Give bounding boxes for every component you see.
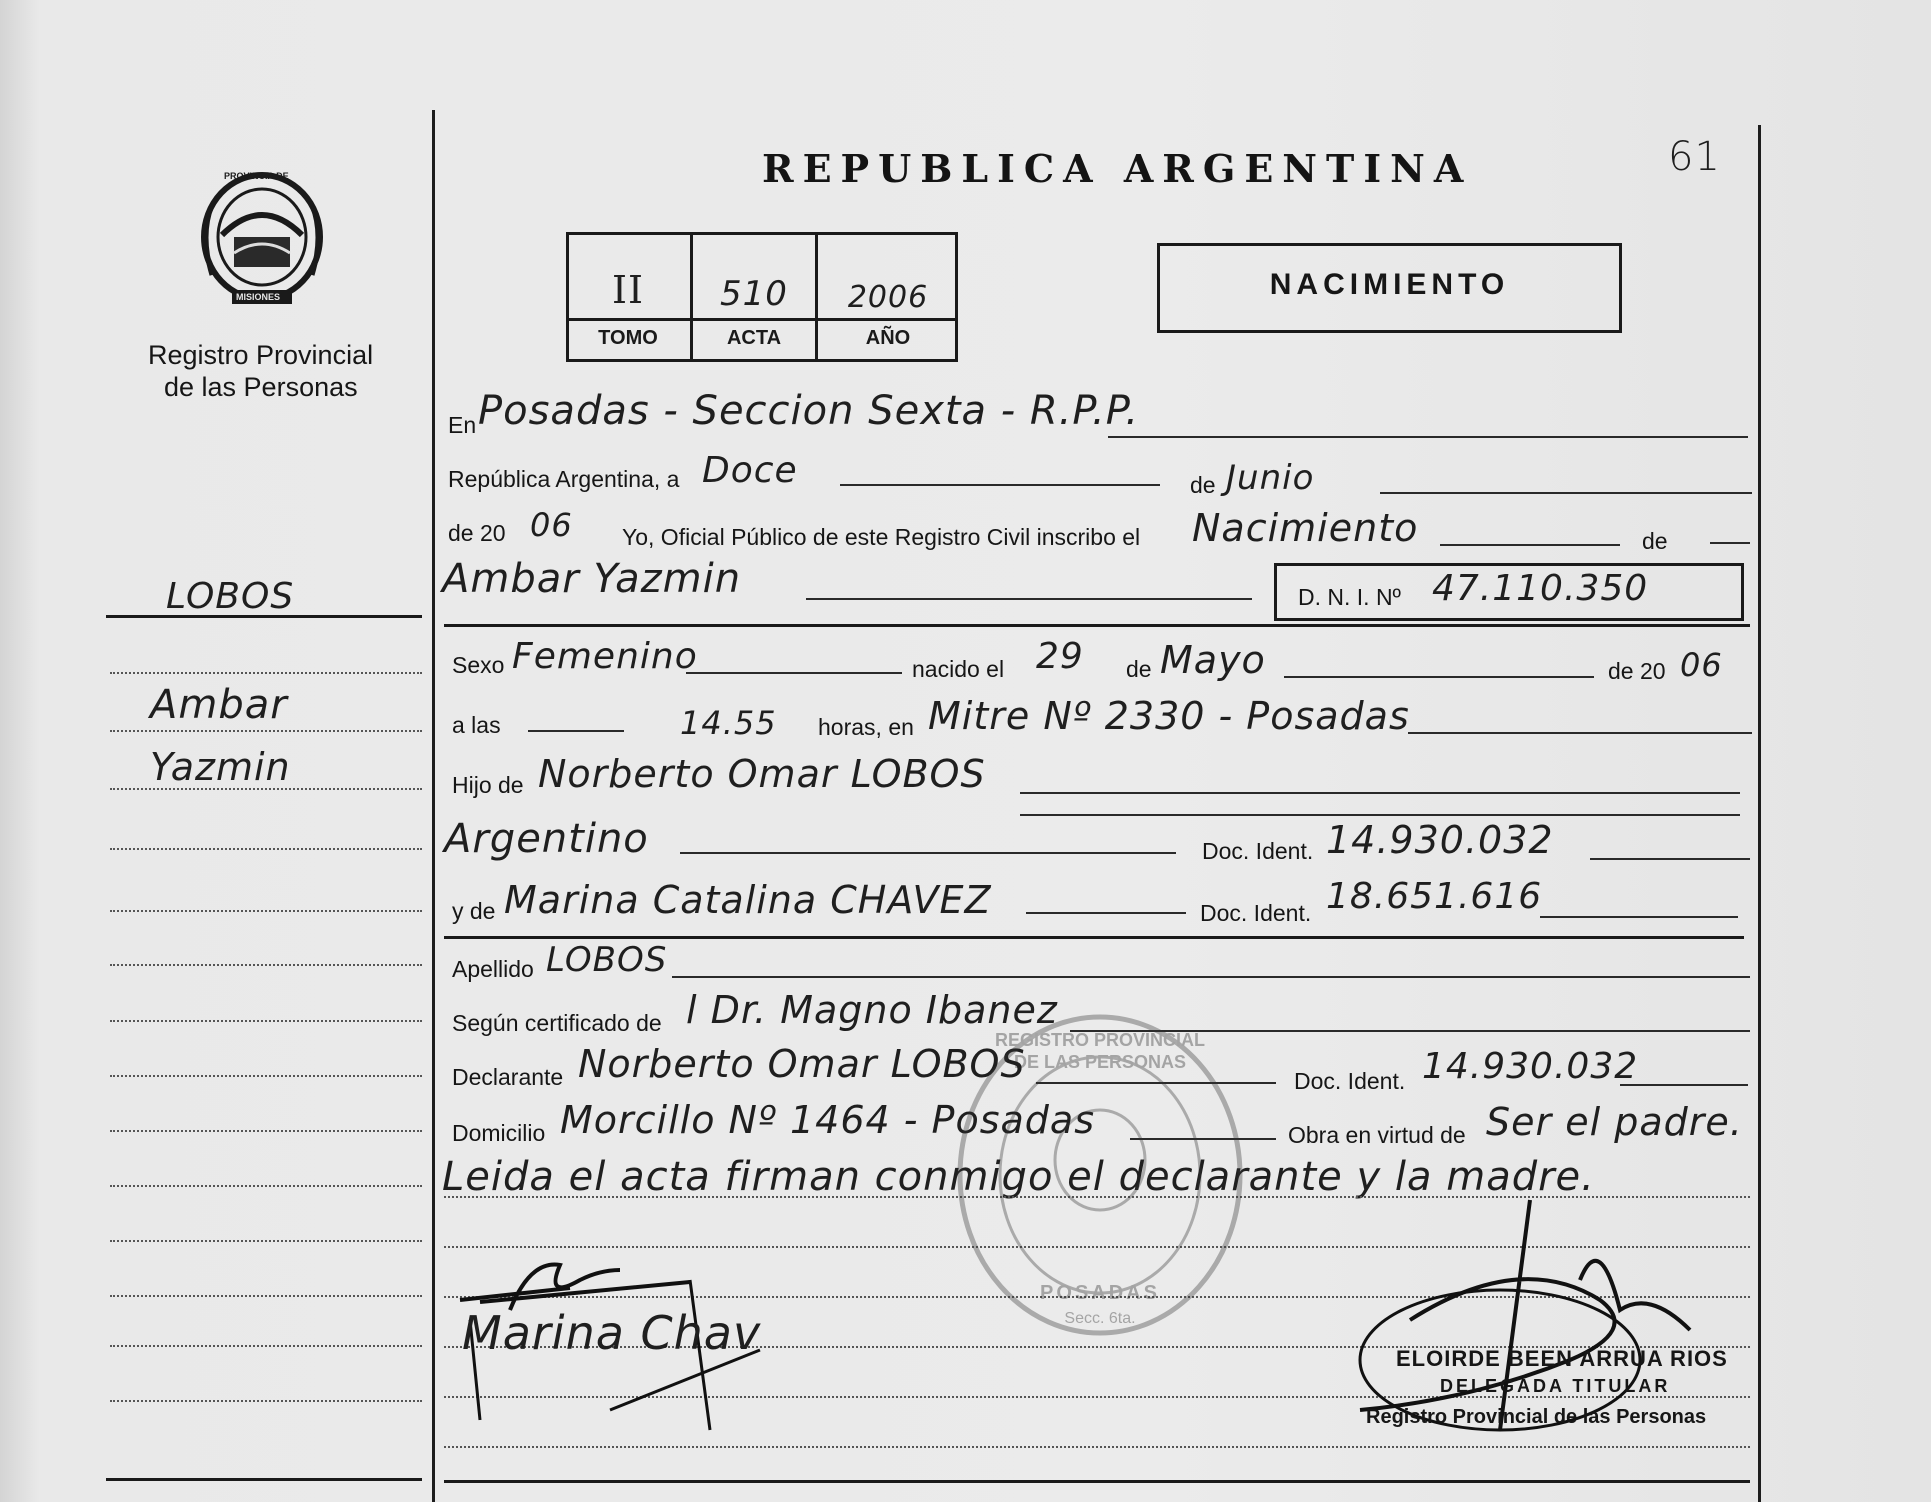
nacimiento-anio: 06 (1680, 646, 1723, 684)
padre-doc: 14.930.032 (1326, 818, 1554, 862)
margin-line (110, 1075, 422, 1077)
en-line (1108, 436, 1748, 438)
leida-text: Leida el acta firman conmigo el declarante y la madre. (442, 1154, 1595, 1200)
margin-line (110, 672, 422, 674)
tomo-value: II (611, 268, 645, 312)
margin-line (110, 964, 422, 966)
sexo-label: Sexo (452, 652, 505, 678)
declarante-label: Declarante (452, 1064, 564, 1090)
padre-nac-line (680, 852, 1176, 854)
left-margin-rule (432, 110, 435, 1502)
padre-doc-line (1590, 858, 1750, 860)
de-label-2: de (1642, 528, 1668, 554)
dia-line (840, 484, 1160, 486)
padre-name: Norberto Omar LOBOS (538, 752, 986, 796)
registration-divider-h (566, 318, 958, 321)
child-name: Ambar Yazmin (442, 556, 742, 602)
en-value: Posadas - Seccion Sexta - R.P.P. (478, 388, 1140, 434)
lugar-line (1408, 732, 1752, 734)
nacido-label: nacido el (912, 656, 1005, 682)
anio-label: AÑO (865, 327, 911, 349)
de-label: de (1190, 472, 1216, 498)
en-label: En (448, 412, 477, 438)
madre-doc: 18.651.616 (1326, 876, 1543, 917)
anio-inscripcion: 06 (530, 506, 573, 544)
child-name-line (806, 598, 1252, 600)
de20-label: de 20 (448, 520, 506, 546)
inscribe-value: Nacimiento (1192, 506, 1419, 550)
apellido-label: Apellido (452, 956, 534, 982)
page-title: REPUBLICA ARGENTINA (762, 146, 1473, 191)
nac-de20-label: de 20 (1608, 658, 1666, 684)
margin-line (110, 1185, 422, 1187)
registry-name-line1: Registro Provincial (148, 340, 374, 370)
registry-name-line2: de las Personas (164, 372, 358, 402)
de-line-2 (1710, 542, 1750, 544)
obra-value: Ser el padre. (1486, 1100, 1743, 1144)
declarante-doc: 14.930.032 (1422, 1046, 1639, 1087)
registry-official-stamp (950, 1010, 1250, 1340)
margin-surname: LOBOS (166, 576, 295, 617)
mes-value: Junio (1226, 458, 1315, 498)
madre-doc-label: Doc. Ident. (1200, 900, 1312, 926)
madre-doc-line (1540, 916, 1738, 918)
nacimiento-mes: Mayo (1160, 638, 1266, 682)
lugar-value: Mitre Nº 2330 - Posadas (928, 694, 1410, 738)
margin-name1: Ambar (150, 682, 288, 728)
stamp-city: POSADAS (1040, 1282, 1160, 1304)
horas-label: horas, en (818, 714, 914, 740)
record-type-label: NACIMIENTO (1269, 268, 1510, 301)
hijo-label: Hijo de (452, 772, 524, 798)
margin-line (110, 848, 422, 850)
page-number: 61 (1668, 134, 1721, 180)
yde-label: y de (452, 898, 496, 924)
hora-value: 14.55 (680, 704, 777, 742)
alas-label: a las (452, 712, 501, 738)
margin-line (110, 1345, 422, 1347)
dia-value: Doce (702, 450, 798, 491)
acta-label: ACTA (726, 327, 782, 349)
official-title: DELEGADA TITULAR (1440, 1376, 1671, 1396)
padre-doc-label: Doc. Ident. (1202, 838, 1314, 864)
inscribe-line (1440, 544, 1620, 546)
margin-line (110, 1130, 422, 1132)
declarante-value: Norberto Omar LOBOS (578, 1042, 1026, 1086)
padre-line-2 (1020, 814, 1740, 816)
madre-signature: Marina Chav (462, 1306, 762, 1360)
tomo-label: TOMO (598, 327, 658, 349)
sexo-value: Femenino (512, 636, 698, 677)
name-section-line (444, 624, 1750, 627)
segun-label: Según certificado de (452, 1010, 662, 1036)
margin-line (110, 1295, 422, 1297)
stamp-section: Secc. 6ta. (1064, 1310, 1136, 1327)
certificado-value: l Dr. Magno Ibanez (686, 988, 1058, 1032)
mes-line (1380, 492, 1752, 494)
domicilio-label: Domicilio (452, 1120, 546, 1146)
margin-line (110, 1020, 422, 1022)
right-margin-rule (1758, 125, 1761, 1502)
official-name: ELOIRDE BEEN ARRUA RIOS (1396, 1346, 1728, 1371)
dni-value: 47.110.350 (1432, 568, 1649, 609)
apellido-line (672, 976, 1750, 978)
obra-label: Obra en virtud de (1288, 1122, 1466, 1148)
padre-line (1020, 792, 1740, 794)
margin-line-bottom (106, 1478, 422, 1481)
stamp-ring-text: REGISTRO PROVINCIAL DE LAS PERSONAS (994, 1030, 1205, 1072)
margin-line (110, 1400, 422, 1402)
dni-label: D. N. I. Nº (1298, 584, 1401, 610)
nac-de-label: de (1126, 656, 1152, 682)
declarante-doc-label: Doc. Ident. (1294, 1068, 1406, 1094)
margin-name2: Yazmin (150, 745, 291, 789)
acta-value: 510 (720, 274, 788, 314)
apellido-value: LOBOS (546, 940, 668, 980)
official-organization: Registro Provincial de las Personas (1366, 1406, 1707, 1428)
nacimiento-dia: 29 (1036, 636, 1084, 677)
madre-line (1026, 912, 1186, 914)
nac-mes-line (1284, 676, 1594, 678)
margin-line (110, 910, 422, 912)
margin-line (110, 1240, 422, 1242)
alas-line (528, 730, 624, 732)
seal-top-text: PROVINCIA DE (224, 171, 289, 181)
anio-value: 2006 (847, 280, 929, 315)
margin-line (110, 730, 422, 732)
padre-nacionalidad: Argentino (444, 816, 649, 862)
oficial-label: Yo, Oficial Público de este Registro Civil inscribo el (622, 524, 1141, 550)
misiones-seal-logo (192, 165, 332, 310)
madre-name: Marina Catalina CHAVEZ (504, 878, 992, 922)
sexo-line (686, 672, 902, 674)
domicilio-value: Morcillo Nº 1464 - Posadas (560, 1098, 1095, 1142)
declarante-doc-line (1620, 1084, 1748, 1086)
parents-section-line (444, 936, 1744, 939)
form-bottom-line (444, 1480, 1750, 1483)
seal-bottom-text: MISIONES (236, 292, 281, 302)
republica-label: República Argentina, a (448, 466, 680, 492)
